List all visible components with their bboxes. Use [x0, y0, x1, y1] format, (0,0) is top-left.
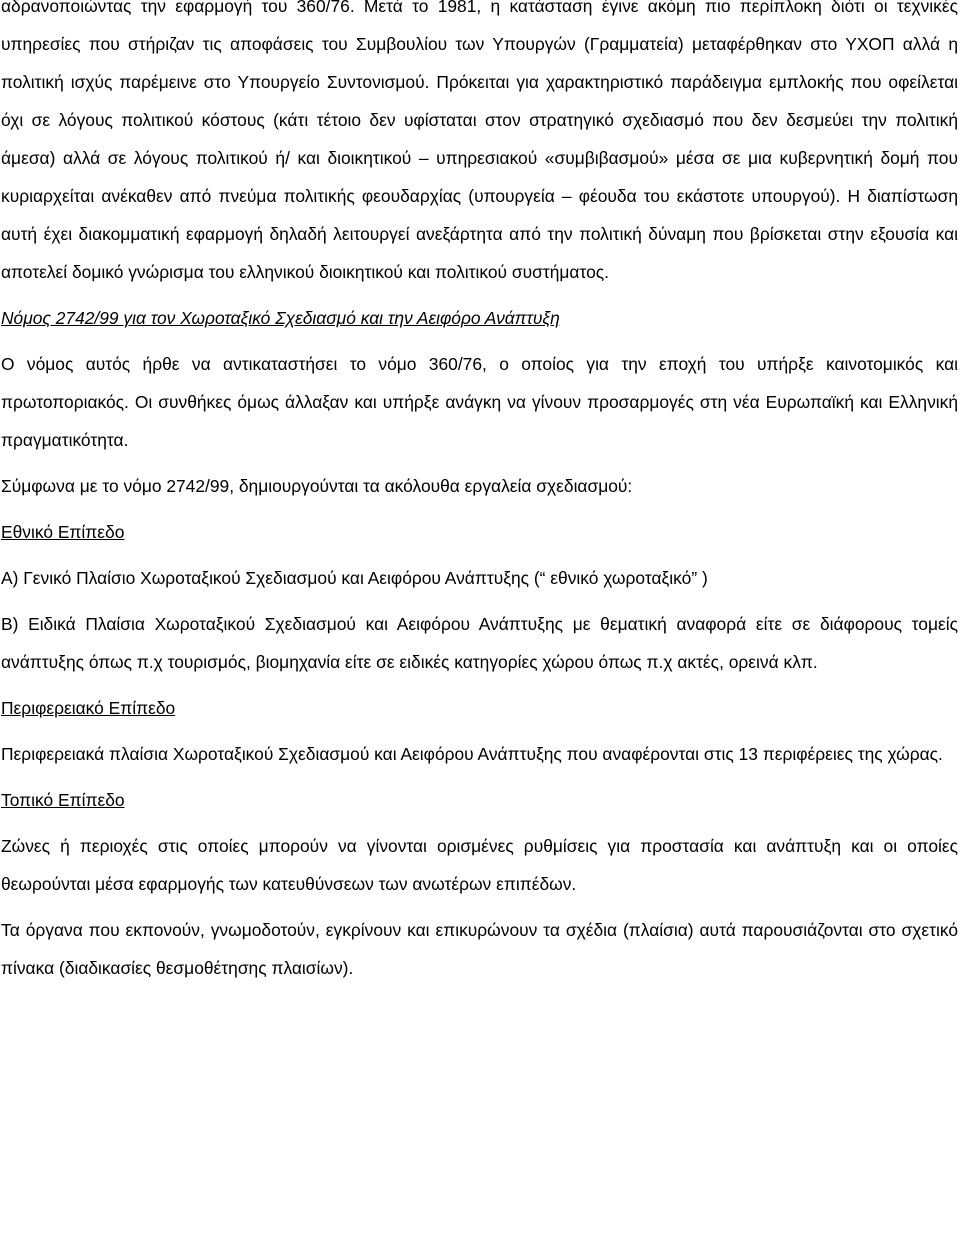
national-level-heading: Εθνικό Επίπεδο [1, 522, 125, 542]
paragraph-closing: Τα όργανα που εκπονούν, γνωμοδοτούν, εγκρίνουν και επικυρώνουν τα σχέδια (πλαίσια) αυτά παρουσιάζονται στο σχετικό πίνακα (διαδικασίες θεσμοθέτησης πλαισίων). [1, 920, 958, 978]
paragraph-intro [1, 0, 958, 291]
paragraph-law-description: Ο νόμος αυτός ήρθε να αντικαταστήσει το νόμο 360/76, ο οποίος για την εποχή του υπήρξε καινοτομικός και πρωτοποριακός. Οι συνθήκες όμως άλλαξαν και υπήρξε ανάγκη να γίνουν προσαρμογές στη νέα Ευρωπαϊκή και Ελληνική πραγματικότητα. [1, 354, 958, 450]
list-item-a: Α) Γενικό Πλαίσιο Χωροταξικού Σχεδιασμού και Αειφόρου Ανάπτυξης (“ εθνικό χωροταξικό” ) [1, 568, 708, 588]
paragraph-intro-part-1: αδρανοποιώντας την εφαρμογή του 360/76. Μετά το 1981, η κατάσταση έγινε ακόμη πιο περίπλοκη διότι οι τεχνικές υπηρεσίες που στήριζαν τις αποφάσεις του Συμβουλίου των Υπουργών (Γραμματεία) μεταφέρθηκαν στο ΥΧΟΠ αλλά η πολιτική ισχύς παρέμεινε στο Υπουργείο Συντονισμού. [1, 0, 958, 92]
regional-level-heading: Περιφερειακό Επίπεδο [1, 698, 176, 718]
paragraph-planning-tools: Σύμφωνα με το νόμο 2742/99, δημιουργούνται τα ακόλουθα εργαλεία σχεδιασμού: [1, 476, 633, 496]
list-item-b: Β) Ειδικά Πλαίσια Χωροταξικού Σχεδιασμού και Αειφόρου Ανάπτυξης με θεματική αναφορά είτε σε διάφορους τομείς ανάπτυξης όπως π.χ τουρισμός, βιομηχανία είτε σε ειδικές κατηγορίες χώρου όπως π.χ ακτές, ορεινά κλπ. [1, 614, 958, 672]
paragraph-local: Ζώνες ή περιοχές στις οποίες μπορούν να γίνονται ορισμένες ρυθμίσεις για προστασία και ανάπτυξη και οι οποίες θεωρούνται μέσα εφαρμογής των κατευθύνσεων των ανωτέρων επιπέδων. [1, 836, 958, 894]
paragraph-intro-part-2: Πρόκειται για χαρακτηριστικό παράδειγμα εμπλοκής που οφείλεται όχι σε λόγους πολιτικού κόστους (κάτι τέτοιο δεν υφίσταται στον στρατηγικό σχεδιασμό που δεν δεσμεύει την πολιτική άμεσα) αλλά σε λόγους πολιτικού ή/ και διοικητικού – υπηρεσιακού «συμβιβασμού» μέσα σε μια κυβερνητική δομή που κυριαρχείται ανέκαθεν από πνεύμα πολιτικής φεουδαρχίας (υπουργεία – φέουδα του εκάστοτε υπουργού). Η διαπίστωση αυτή έχει διακομματική εφαρμογή δηλαδή λειτουργεί ανεξάρτητα από την πολιτική δύναμη που βρίσκεται στην εξουσία και αποτελεί δομικό γνώρισμα του ελληνικού διοικητικού και πολιτικού συστήματος. [1, 72, 958, 282]
law-heading: Νόμος 2742/99 για τον Χωροταξικό Σχεδιασμό και την Αειφόρο Ανάπτυξη [1, 308, 560, 328]
local-level-heading: Τοπικό Επίπεδο [1, 790, 125, 810]
paragraph-regional: Περιφερειακά πλαίσια Χωροταξικού Σχεδιασμού και Αειφόρου Ανάπτυξης που αναφέρονται στις 13 περιφέρειες της χώρας. [1, 744, 943, 764]
